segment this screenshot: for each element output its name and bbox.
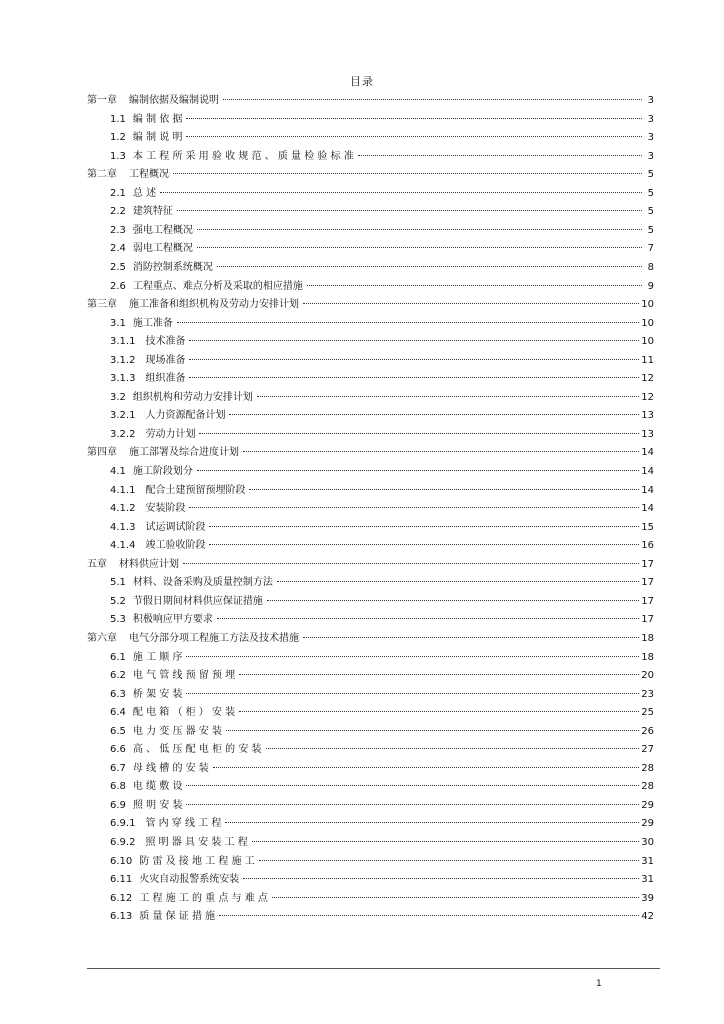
toc-entry-page: 18 bbox=[641, 651, 654, 663]
toc-entry-page: 23 bbox=[641, 688, 654, 700]
toc-entry-page: 13 bbox=[641, 428, 654, 440]
toc-entry-page: 28 bbox=[641, 762, 654, 774]
toc-section-entry[interactable] bbox=[110, 519, 654, 538]
toc-entry-number: 6.6 bbox=[110, 744, 126, 756]
toc-entry-page: 12 bbox=[641, 391, 654, 403]
toc-entry-title: 照 明 安 装 bbox=[132, 799, 183, 811]
toc-section-entry[interactable] bbox=[110, 129, 654, 148]
toc-dot-leader bbox=[223, 98, 642, 100]
toc-entry-number: 6.9 bbox=[110, 799, 126, 811]
toc-entry-page: 16 bbox=[641, 540, 654, 552]
toc-entry-title: 母 线 槽 的 安 装 bbox=[132, 762, 209, 774]
toc-entry-page: 28 bbox=[641, 781, 654, 793]
toc-dot-leader bbox=[213, 766, 639, 768]
toc-entry-number: 4.1 bbox=[110, 466, 126, 477]
toc-dot-leader bbox=[199, 432, 639, 434]
toc-entry-page: 27 bbox=[641, 744, 654, 756]
toc-entry-number: 4.1.1 bbox=[110, 484, 136, 496]
toc-entry-page: 30 bbox=[641, 837, 654, 848]
toc-dot-leader bbox=[186, 655, 639, 657]
toc-dot-leader bbox=[177, 209, 642, 211]
toc-entry-title: 配 电 箱 （ 柜 ） 安 装 bbox=[132, 707, 236, 719]
toc-entry-number: 2.4 bbox=[110, 243, 126, 255]
toc-section-entry[interactable] bbox=[110, 278, 654, 297]
toc-section-entry[interactable] bbox=[110, 797, 654, 816]
toc-entry-number: 第二章 bbox=[87, 169, 117, 181]
toc-entry-page: 18 bbox=[641, 632, 654, 644]
toc-dot-leader bbox=[303, 302, 639, 304]
toc-entry-title: 材料、设备采购及质量控制方法 bbox=[132, 577, 273, 589]
toc-entry-page: 42 bbox=[641, 911, 654, 923]
toc-entry-number: 6.13 bbox=[110, 911, 133, 923]
toc-entry-title: 管 内 穿 线 工 程 bbox=[145, 818, 222, 830]
toc-entry-title: 材料供应计划 bbox=[119, 558, 179, 570]
toc-section-entry[interactable] bbox=[110, 389, 654, 408]
toc-entry-title: 施工准备和组织机构及劳动力安排计划 bbox=[129, 299, 299, 311]
toc-dot-leader bbox=[277, 580, 639, 582]
toc-chapter-entry[interactable] bbox=[87, 630, 654, 649]
toc-entry-title: 编制依据及编制说明 bbox=[129, 95, 219, 106]
toc-entry-title: 技术准备 bbox=[145, 336, 186, 348]
toc-section-entry[interactable] bbox=[110, 908, 654, 927]
toc-section-entry[interactable] bbox=[110, 426, 654, 445]
toc-dot-leader bbox=[358, 154, 642, 156]
toc-entry-title: 工程重点、难点分析及采取的相应措施 bbox=[132, 280, 303, 292]
toc-entry-number: 3.2.1 bbox=[110, 410, 136, 422]
toc-dot-leader bbox=[186, 784, 639, 786]
toc-dot-leader bbox=[209, 543, 639, 545]
toc-entry-title: 编 制 说 明 bbox=[132, 132, 183, 144]
toc-title: 目录 bbox=[350, 75, 374, 88]
toc-dot-leader bbox=[160, 191, 642, 193]
toc-entry-page: 31 bbox=[641, 855, 654, 867]
toc-section-entry[interactable] bbox=[110, 537, 654, 556]
toc-entry-page: 14 bbox=[641, 503, 654, 515]
toc-entry-number: 第三章 bbox=[87, 299, 117, 311]
toc-entry-number: 第四章 bbox=[87, 447, 117, 459]
toc-entry-number: 2.6 bbox=[110, 280, 126, 292]
toc-entry-page: 26 bbox=[641, 725, 654, 737]
toc-entry-number: 6.4 bbox=[110, 707, 126, 719]
toc-entry-number: 6.7 bbox=[110, 762, 126, 774]
toc-entry-page: 29 bbox=[641, 818, 654, 830]
toc-dot-leader bbox=[186, 135, 642, 137]
toc-entry-number: 6.1 bbox=[110, 651, 126, 663]
toc-entry-page: 39 bbox=[641, 892, 654, 904]
toc-entry-page: 12 bbox=[641, 373, 654, 385]
toc-section-entry[interactable] bbox=[110, 611, 654, 630]
toc-entry-page: 25 bbox=[641, 707, 654, 719]
toc-entry-number: 6.9.1 bbox=[110, 818, 136, 830]
toc-entry-title: 本 工 程 所 采 用 验 收 规 范 、 质 量 检 验 标 准 bbox=[132, 150, 354, 162]
toc-section-entry[interactable] bbox=[110, 723, 654, 742]
toc-entry-page: 8 bbox=[647, 261, 654, 273]
toc-entry-page: 29 bbox=[641, 799, 654, 811]
toc-section-entry[interactable] bbox=[110, 240, 654, 259]
toc-section-entry[interactable] bbox=[110, 407, 654, 426]
toc-chapter-entry[interactable] bbox=[87, 444, 654, 463]
toc-entry-title: 组织准备 bbox=[145, 373, 186, 385]
toc-entry-title: 建筑特征 bbox=[132, 206, 173, 218]
toc-entry-title: 施工准备 bbox=[132, 317, 173, 329]
toc-entry-number: 3.2 bbox=[110, 391, 126, 403]
toc-entry-title: 现场准备 bbox=[145, 354, 186, 366]
toc-section-entry[interactable] bbox=[110, 259, 654, 278]
toc-entry-page: 31 bbox=[641, 874, 654, 886]
toc-dot-leader bbox=[177, 321, 639, 323]
toc-entry-title: 组织机构和劳动力安排计划 bbox=[132, 391, 253, 403]
toc-entry-title: 总 述 bbox=[132, 187, 157, 199]
toc-entry-page: 5 bbox=[647, 224, 654, 236]
toc-entry-number: 4.1.4 bbox=[110, 540, 136, 552]
toc-entry-title: 劳动力计划 bbox=[145, 428, 196, 440]
toc-section-entry[interactable] bbox=[110, 370, 654, 389]
toc-entry-page: 3 bbox=[647, 150, 654, 162]
toc-entry-page: 5 bbox=[647, 187, 654, 199]
toc-section-entry[interactable] bbox=[110, 593, 654, 612]
toc-dot-leader bbox=[189, 376, 639, 378]
toc-entry-title: 强电工程概况 bbox=[132, 224, 193, 236]
toc-section-entry[interactable] bbox=[110, 778, 654, 797]
toc-entry-number: 5.2 bbox=[110, 595, 126, 607]
toc-entry-number: 6.12 bbox=[110, 892, 133, 904]
toc-entry-title: 配合土建预留预埋阶段 bbox=[145, 484, 246, 496]
toc-chapter-entry[interactable] bbox=[87, 556, 654, 575]
toc-section-entry[interactable] bbox=[110, 222, 654, 241]
toc-entry-title: 安装阶段 bbox=[145, 503, 186, 515]
toc-entry-number: 6.5 bbox=[110, 725, 126, 737]
toc-entry-number: 4.1.2 bbox=[110, 503, 136, 515]
toc-dot-leader bbox=[209, 525, 639, 527]
toc-entry-number: 6.9.2 bbox=[110, 837, 136, 848]
toc-entry-page: 17 bbox=[641, 558, 654, 570]
toc-entry-title: 工程概况 bbox=[129, 169, 169, 181]
toc-chapter-entry[interactable] bbox=[87, 296, 654, 315]
toc-entry-page: 11 bbox=[641, 354, 654, 366]
toc-dot-leader bbox=[173, 172, 642, 174]
toc-entry-page: 17 bbox=[641, 577, 654, 589]
toc-section-entry[interactable] bbox=[110, 482, 654, 501]
toc-dot-leader bbox=[219, 914, 639, 916]
toc-entry-title: 桥 架 安 装 bbox=[132, 688, 183, 700]
toc-chapter-entry[interactable] bbox=[87, 92, 654, 111]
toc-dot-leader bbox=[257, 395, 639, 397]
toc-entry-page: 15 bbox=[641, 521, 654, 533]
toc-dot-leader bbox=[229, 413, 639, 415]
toc-entry-title: 电 气 管 线 预 留 预 埋 bbox=[132, 670, 236, 682]
toc-entry-page: 7 bbox=[647, 243, 654, 255]
toc-entry-title: 施工部署及综合进度计划 bbox=[129, 447, 239, 459]
toc-entry-page: 20 bbox=[641, 670, 654, 682]
toc-section-entry[interactable] bbox=[110, 871, 654, 890]
toc-dot-leader bbox=[186, 803, 639, 805]
toc-entry-page: 10 bbox=[641, 336, 654, 348]
toc-entry-number: 6.10 bbox=[110, 855, 133, 867]
toc-section-entry[interactable] bbox=[110, 686, 654, 705]
toc-dot-leader bbox=[307, 284, 642, 286]
toc-entry-title: 积极响应甲方要求 bbox=[132, 614, 213, 626]
toc-entry-number: 3.1.3 bbox=[110, 373, 136, 385]
toc-dot-leader bbox=[267, 599, 639, 601]
toc-dot-leader bbox=[197, 246, 642, 248]
toc-section-entry[interactable] bbox=[110, 315, 654, 334]
toc-entry-number: 1.3 bbox=[110, 150, 126, 162]
toc-dot-leader bbox=[197, 469, 639, 471]
toc-entry-number: 6.11 bbox=[110, 874, 133, 886]
toc-section-entry[interactable] bbox=[110, 853, 654, 872]
toc-dot-leader bbox=[226, 729, 639, 731]
toc-entry-page: 10 bbox=[641, 299, 654, 311]
toc-section-entry[interactable] bbox=[110, 333, 654, 352]
toc-dot-leader bbox=[217, 265, 642, 267]
toc-entry-page: 3 bbox=[647, 113, 654, 125]
toc-entry-number: 2.3 bbox=[110, 224, 126, 236]
toc-section-entry[interactable] bbox=[110, 352, 654, 371]
toc-entry-title: 施工阶段划分 bbox=[132, 466, 193, 477]
toc-section-entry[interactable] bbox=[110, 815, 654, 834]
toc-entry-title: 消防控制系统概况 bbox=[132, 261, 213, 273]
toc-entry-title: 防 雷 及 接 地 工 程 施 工 bbox=[139, 855, 255, 867]
toc-dot-leader bbox=[189, 339, 639, 341]
toc-entry-title: 照 明 器 具 安 装 工 程 bbox=[145, 837, 248, 848]
toc-entry-page: 5 bbox=[647, 206, 654, 218]
toc-entry-title: 人力资源配备计划 bbox=[145, 410, 226, 422]
toc-entry-number: 2.1 bbox=[110, 187, 126, 199]
toc-section-entry[interactable] bbox=[110, 704, 654, 723]
toc-entry-title: 编 制 依 据 bbox=[132, 113, 183, 125]
toc-entry-number: 3.2.2 bbox=[110, 428, 136, 440]
toc-entry-title: 弱电工程概况 bbox=[132, 243, 193, 255]
toc-entry-number: 1.2 bbox=[110, 132, 126, 144]
toc-entry-number: 2.5 bbox=[110, 261, 126, 273]
toc-entry-title: 电 力 变 压 器 安 装 bbox=[132, 725, 222, 737]
toc-entry-number: 五章 bbox=[87, 558, 107, 570]
toc-entry-page: 14 bbox=[641, 484, 654, 496]
toc-entry-title: 高 、 低 压 配 电 柜 的 安 装 bbox=[132, 744, 262, 756]
footer-page-number: 1 bbox=[596, 979, 602, 989]
toc-entry-number: 5.3 bbox=[110, 614, 126, 626]
toc-section-entry[interactable] bbox=[110, 667, 654, 686]
toc-dot-leader bbox=[243, 877, 639, 879]
toc-entry-title: 施 工 顺 序 bbox=[132, 651, 183, 663]
toc-entry-title: 火灾自动报警系统安装 bbox=[139, 874, 240, 886]
footer-divider bbox=[87, 968, 660, 969]
toc-entry-number: 6.3 bbox=[110, 688, 126, 700]
toc-entry-page: 14 bbox=[641, 466, 654, 477]
toc-section-entry[interactable] bbox=[110, 111, 654, 130]
toc-entry-title: 质 量 保 证 措 施 bbox=[139, 911, 216, 923]
toc-entry-number: 6.2 bbox=[110, 670, 126, 682]
toc-entry-page: 10 bbox=[641, 317, 654, 329]
toc-section-entry[interactable] bbox=[110, 463, 654, 482]
toc-entry-page: 3 bbox=[647, 95, 654, 106]
toc-entry-number: 4.1.3 bbox=[110, 521, 136, 533]
toc-dot-leader bbox=[197, 228, 642, 230]
toc-dot-leader bbox=[189, 506, 639, 508]
toc-dot-leader bbox=[186, 117, 642, 119]
toc-entry-page: 3 bbox=[647, 132, 654, 144]
toc-entry-title: 电气分部分项工程施工方法及技术措施 bbox=[129, 632, 299, 644]
toc-entry-number: 6.8 bbox=[110, 781, 126, 793]
toc-entry-page: 9 bbox=[647, 280, 654, 292]
toc-section-entry[interactable] bbox=[110, 834, 654, 853]
toc-dot-leader bbox=[303, 636, 639, 638]
toc-section-entry[interactable] bbox=[110, 185, 654, 204]
toc-entry-title: 电 缆 敷 设 bbox=[132, 781, 183, 793]
toc-section-entry[interactable] bbox=[110, 760, 654, 779]
toc-entry-title: 工 程 施 工 的 重 点 与 难 点 bbox=[139, 892, 268, 904]
toc-entry-page: 17 bbox=[641, 614, 654, 626]
toc-dot-leader bbox=[239, 673, 639, 675]
toc-section-entry[interactable] bbox=[110, 890, 654, 909]
toc-chapter-entry[interactable] bbox=[87, 166, 654, 185]
toc-entry-number: 第一章 bbox=[87, 95, 117, 106]
toc-dot-leader bbox=[266, 747, 640, 749]
toc-entry-title: 节假日期间材料供应保证措施 bbox=[132, 595, 263, 607]
toc-dot-leader bbox=[249, 488, 639, 490]
toc-entry-number: 5.1 bbox=[110, 577, 126, 589]
toc-entry-number: 1.1 bbox=[110, 113, 126, 125]
toc-entry-page: 17 bbox=[641, 595, 654, 607]
toc-section-entry[interactable] bbox=[110, 574, 654, 593]
toc-entry-page: 5 bbox=[647, 169, 654, 181]
toc-entry-number: 3.1.1 bbox=[110, 336, 136, 348]
toc-dot-leader bbox=[225, 821, 639, 823]
toc-dot-leader bbox=[239, 710, 639, 712]
toc-entry-number: 第六章 bbox=[87, 632, 117, 644]
toc-entry-number: 3.1.2 bbox=[110, 354, 136, 366]
toc-dot-leader bbox=[272, 896, 639, 898]
toc-entry-page: 13 bbox=[641, 410, 654, 422]
toc-dot-leader bbox=[217, 617, 639, 619]
toc-section-entry[interactable] bbox=[110, 203, 654, 222]
toc-dot-leader bbox=[189, 358, 639, 360]
toc-section-entry[interactable] bbox=[110, 148, 654, 167]
toc-entry-number: 2.2 bbox=[110, 206, 126, 218]
toc-entry-title: 竣工验收阶段 bbox=[145, 540, 206, 552]
toc-entry-page: 14 bbox=[641, 447, 654, 459]
toc-dot-leader bbox=[252, 840, 640, 842]
toc-section-entry[interactable] bbox=[110, 741, 654, 760]
toc-dot-leader bbox=[186, 692, 639, 694]
toc-entry-number: 3.1 bbox=[110, 317, 126, 329]
toc-dot-leader bbox=[259, 859, 640, 861]
toc-section-entry[interactable] bbox=[110, 500, 654, 519]
toc-entry-title: 试运调试阶段 bbox=[145, 521, 206, 533]
toc-dot-leader bbox=[183, 562, 639, 564]
toc-dot-leader bbox=[243, 450, 639, 452]
toc-section-entry[interactable] bbox=[110, 649, 654, 668]
